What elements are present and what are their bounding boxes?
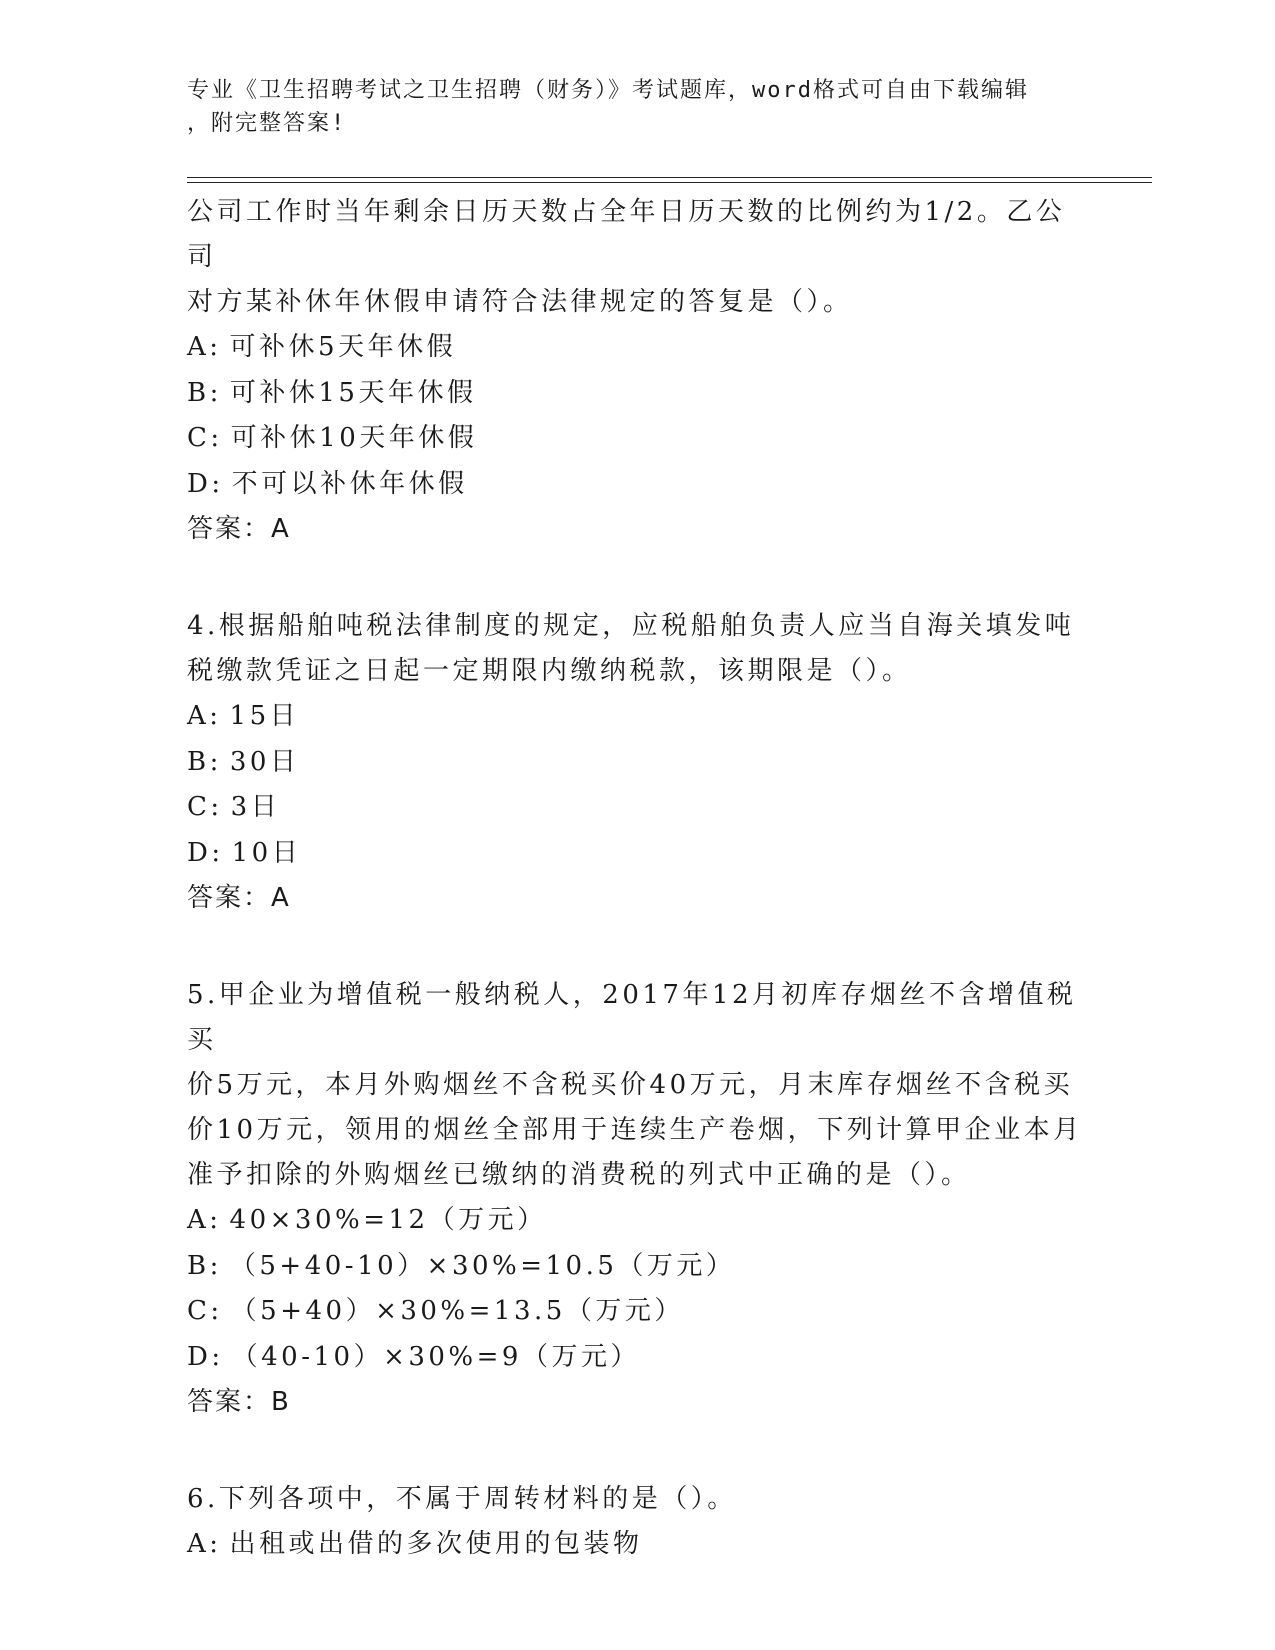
option-text: 40×30%=12（万元） (229, 1205, 547, 1235)
option-text: 可补休5天年休假 (229, 332, 457, 362)
header-line-2: ，附完整答案! (187, 111, 347, 136)
option-text: 可补休15天年休假 (229, 377, 477, 408)
question-line: 5.甲企业为增值税一般纳税人，2017年12月初库存烟丝不含增值税买 (187, 980, 1077, 1055)
header-rule-top (187, 177, 1152, 178)
option-a (187, 694, 1087, 740)
option-d (187, 831, 1087, 877)
option-text: 3日 (230, 792, 281, 822)
option-label: C: (187, 1296, 223, 1326)
question-6 (187, 1477, 1087, 1568)
option-c (187, 416, 1087, 462)
answer-line: 答案：A (187, 883, 291, 913)
option-label: B: (187, 746, 222, 777)
option-label: D: (187, 468, 224, 499)
option-text: （5+40-10）×30%=10.5（万元） (229, 1250, 736, 1281)
option-a (187, 325, 1087, 371)
option-b (187, 1244, 1087, 1290)
option-d (187, 462, 1087, 508)
document-body (187, 190, 1087, 1568)
option-label: A: (187, 1205, 222, 1235)
question-line: 准予扣除的外购烟丝已缴纳的消费税的列式中正确的是（）。 (187, 1160, 971, 1190)
option-text: （5+40）×30%=13.5（万元） (230, 1296, 684, 1326)
option-label: C: (187, 423, 223, 453)
question-line: 价10万元，领用的烟丝全部用于连续生产卷烟，下列计算甲企业本月 (187, 1115, 1083, 1145)
option-text: （40-10）×30%=9（万元） (231, 1341, 640, 1372)
option-text: 15日 (229, 701, 300, 731)
option-text: 10日 (231, 837, 302, 868)
question-line: 公司工作时当年剩余日历天数占全年日历天数的比例约为1/2。乙公司 (187, 197, 1066, 272)
option-text: 不可以补休年休假 (231, 468, 468, 499)
answer-line: 答案：A (187, 514, 291, 544)
header-line-1: 专业《卫生招聘考试之卫生招聘（财务）》考试题库，word格式可自由下载编辑 (187, 78, 1029, 103)
header-rule-bottom (187, 182, 1152, 183)
question-line: 对方某补休年休假申请符合法律规定的答复是（）。 (187, 287, 853, 317)
option-label: D: (187, 837, 224, 868)
option-b (187, 371, 1087, 417)
option-text: 可补休10天年休假 (230, 423, 478, 453)
option-label: B: (187, 377, 222, 408)
document-header (187, 74, 1077, 140)
question-5 (187, 973, 1087, 1425)
question-4 (187, 604, 1087, 921)
option-c (187, 785, 1087, 831)
option-d (187, 1335, 1087, 1381)
question-3-continued (187, 190, 1087, 552)
option-label: C: (187, 792, 223, 822)
question-line: 4.根据船舶吨税法律制度的规定，应税船舶负责人应当自海关填发吨 (187, 611, 1075, 641)
option-label: D: (187, 1341, 224, 1372)
option-c (187, 1289, 1087, 1335)
option-b (187, 740, 1087, 786)
question-line: 6.下列各项中，不属于周转材料的是（）。 (187, 1484, 737, 1514)
option-a (187, 1198, 1087, 1244)
option-label: A: (187, 332, 222, 362)
option-text: 30日 (229, 746, 300, 777)
option-label: A: (187, 701, 222, 731)
option-label: A: (187, 1529, 222, 1559)
question-line: 价5万元，本月外购烟丝不含税买价40万元，月末库存烟丝不含税买 (187, 1070, 1074, 1100)
answer-line: 答案：B (187, 1387, 291, 1417)
option-label: B: (187, 1250, 222, 1281)
option-text: 出租或出借的多次使用的包装物 (229, 1529, 643, 1559)
question-line: 税缴款凭证之日起一定期限内缴纳税款，该期限是（）。 (187, 656, 912, 686)
option-a (187, 1522, 1087, 1568)
